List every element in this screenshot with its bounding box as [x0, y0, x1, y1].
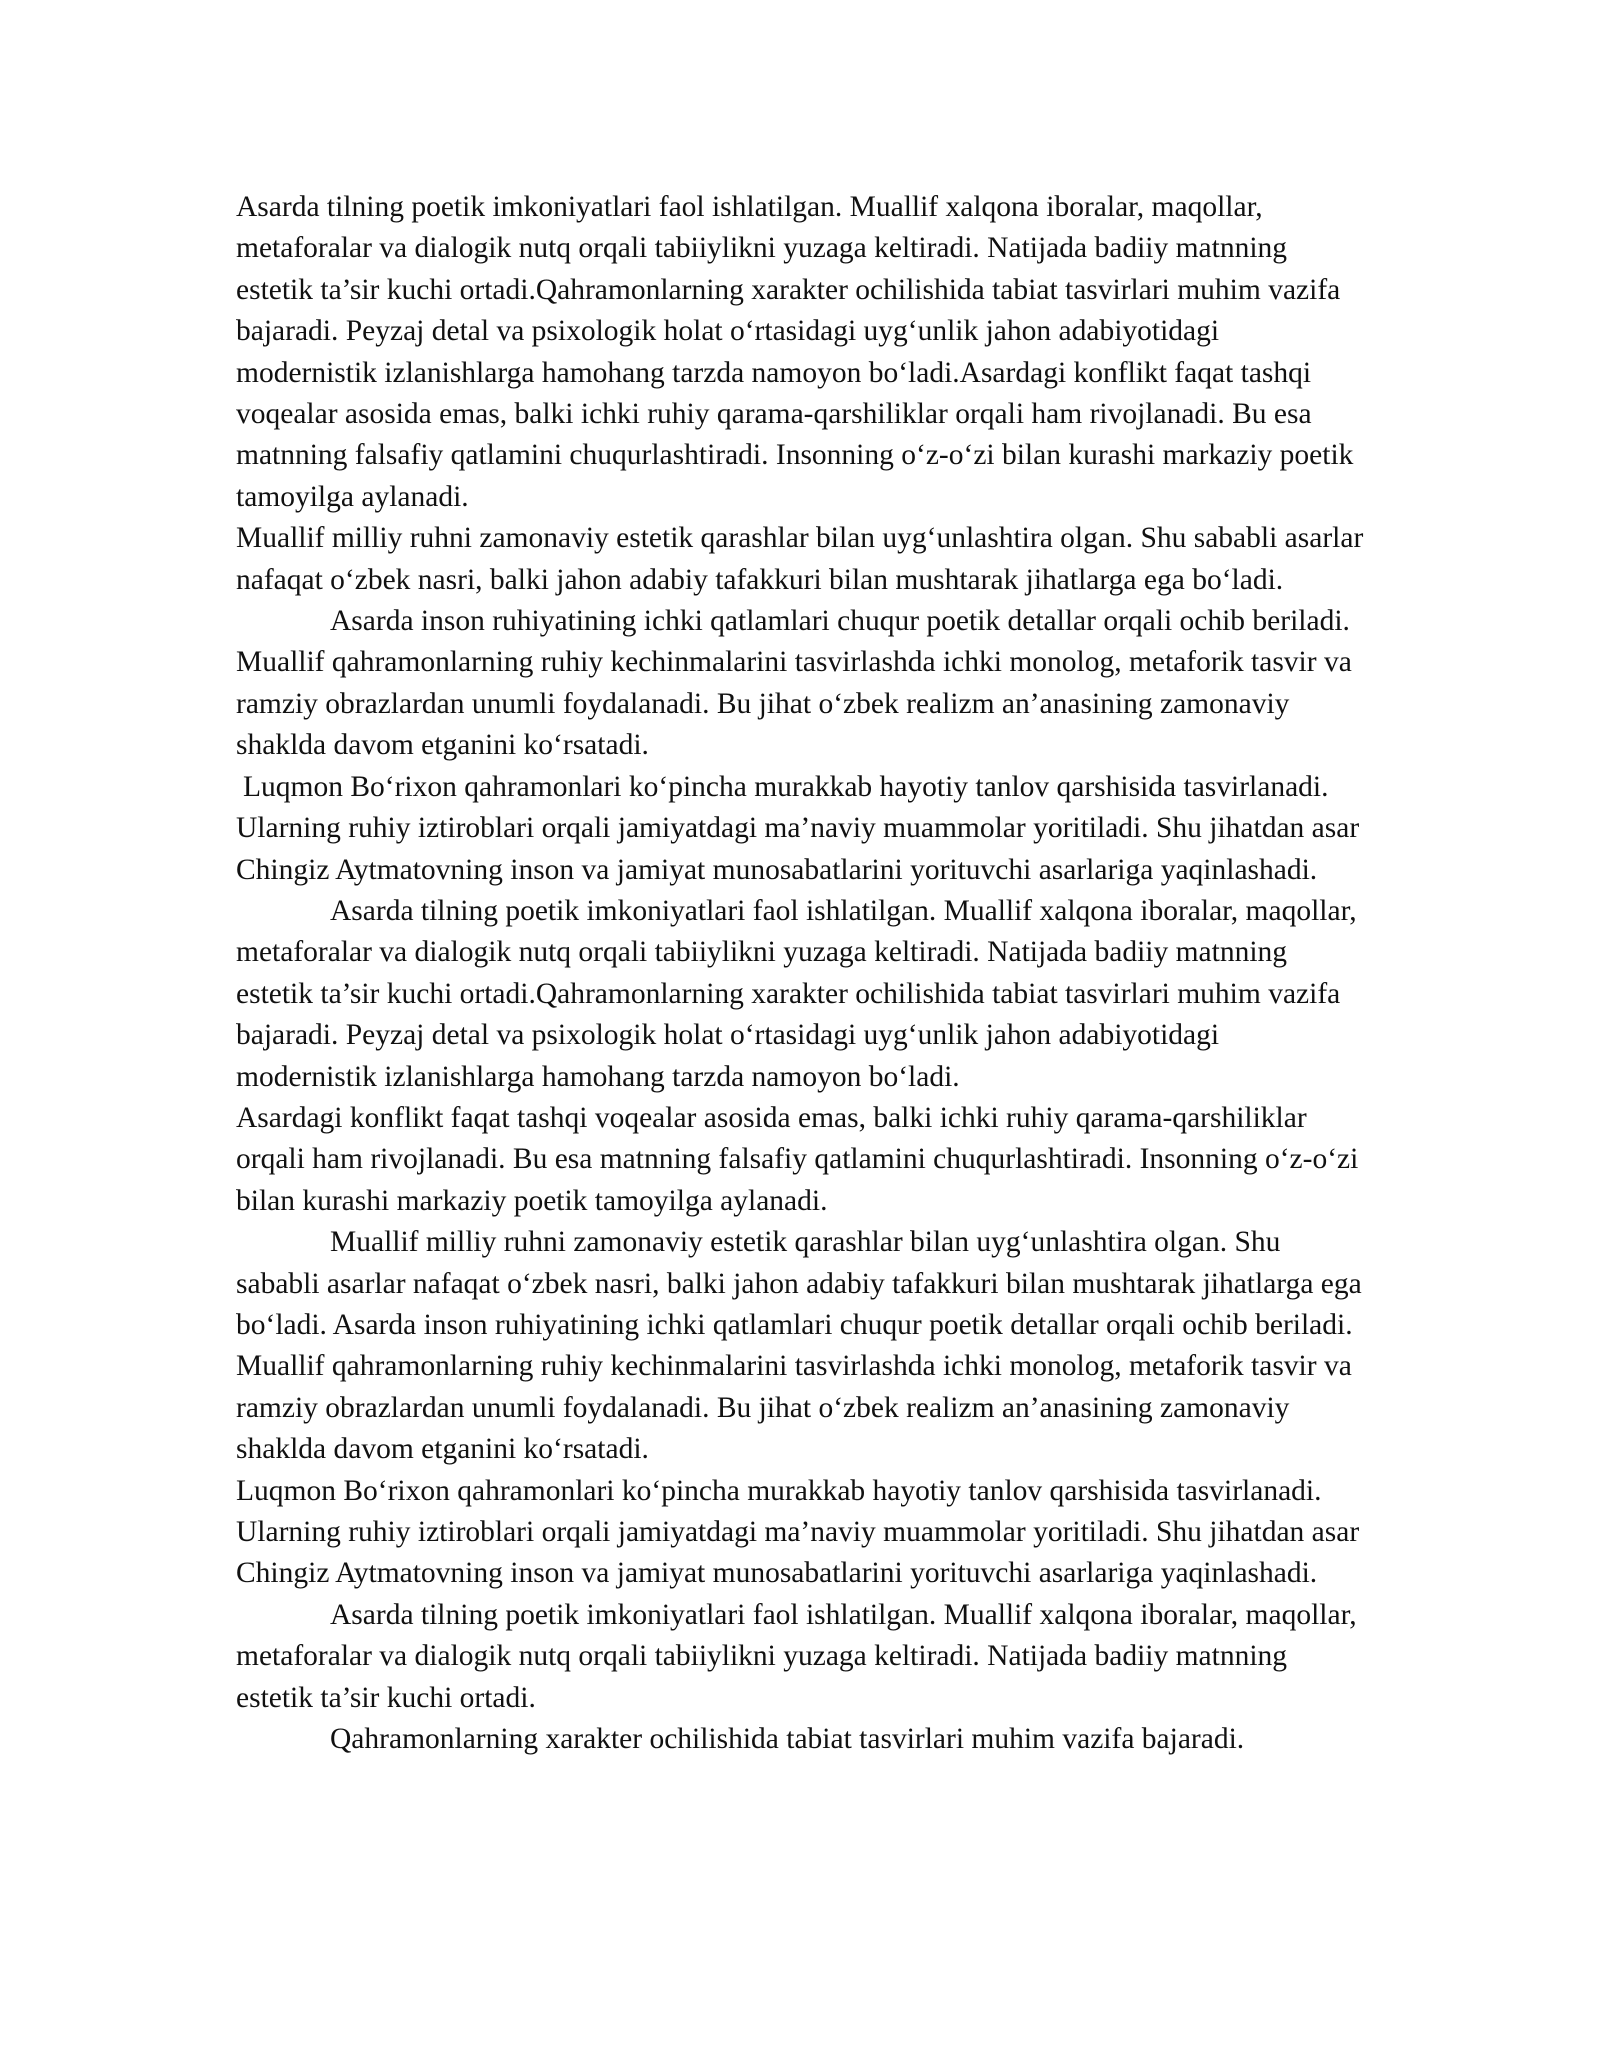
- paragraph-5: Asarda tilning poetik imkoniyatlari faol ishlatilgan. Muallif xalqona iboralar, maqollar, metaforalar va dialogik nutq orqali tabiiylikni yuzaga keltiradi. Natijada badiiy matnning estetik ta’sir kuchi ortadi.Qahramonlarning xarakter ochilishida tabiat tasvirlari muhim vazifa bajaradi. Peyzaj detal va psixologik holat oʻrtasidagi uygʻunlik jahon adabiyotidagi modernistik izlanishlarga hamohang tarzda namoyon boʻladi.: [236, 894, 1357, 1093]
- paragraph-1: Asarda tilning poetik imkoniyatlari faol ishlatilgan. Muallif xalqona iboralar, maqollar, metaforalar va dialogik nutq orqali tabiiylikni yuzaga keltiradi. Natijada badiiy matnning estetik ta’sir kuchi ortadi.Qahramonlarning xarakter ochilishida tabiat tasvirlari muhim vazifa bajaradi. Peyzaj detal va psixologik holat oʻrtasidagi uygʻunlik jahon adabiyotidagi modernistik izlanishlarga hamohang tarzda namoyon boʻladi.Asardagi konflikt faqat tashqi voqealar asosida emas, balki ichki ruhiy qarama-qarshiliklar orqali ham rivojlanadi. Bu esa matnning falsafiy qatlamini chuqurlashtiradi. Insonning oʻz-oʻzi bilan kurashi markaziy poetik tamoyilga aylanadi.: [236, 191, 1354, 513]
- paragraph-8: Luqmon Boʻrixon qahramonlari koʻpincha murakkab hayotiy tanlov qarshisida tasvirlanadi. Ularning ruhiy iztiroblari orqali jamiyatdagi ma’naviy muammolar yoritiladi. Shu jihatdan asar Chingiz Aytmatovning inson va jamiyat munosabatlarini yorituvchi asarlariga yaqinlashadi.: [236, 1474, 1360, 1590]
- paragraph-6: Asardagi konflikt faqat tashqi voqealar asosida emas, balki ichki ruhiy qarama-qarshiliklar orqali ham rivojlanadi. Bu esa matnning falsafiy qatlamini chuqurlashtiradi. Insonning oʻz-oʻzi bilan kurashi markaziy poetik tamoyilga aylanadi.: [236, 1101, 1359, 1217]
- paragraph-7: Muallif milliy ruhni zamonaviy estetik qarashlar bilan uygʻunlashtira olgan. Shu sababli asarlar nafaqat oʻzbek nasri, balki jahon adabiy tafakkuri bilan mushtarak jihatlarga ega boʻladi. Asarda inson ruhiyatining ichki qatlamlari chuqur poetik detallar orqali ochib beriladi. Muallif qahramonlarning ruhiy kechinmalarini tasvirlashda ichki monolog, metaforik tasvir va ramziy obrazlardan unumli foydalanadi. Bu jihat oʻzbek realizm an’anasining zamonaviy shaklda davom etganini koʻrsatadi.: [236, 1226, 1362, 1466]
- paragraph-10: Qahramonlarning xarakter ochilishida tabiat tasvirlari muhim vazifa bajaradi.: [330, 1723, 1245, 1756]
- paragraph-3: Asarda inson ruhiyatining ichki qatlamlari chuqur poetik detallar orqali ochib beriladi. Muallif qahramonlarning ruhiy kechinmalarini tasvirlashda ichki monolog, metaforik tasvir va ramziy obrazlardan unumli foydalanadi. Bu jihat oʻzbek realizm an’anasining zamonaviy shaklda davom etganini koʻrsatadi.: [236, 605, 1352, 762]
- paragraph-9: Asarda tilning poetik imkoniyatlari faol ishlatilgan. Muallif xalqona iboralar, maqollar, metaforalar va dialogik nutq orqali tabiiylikni yuzaga keltiradi. Natijada badiiy matnning estetik ta’sir kuchi ortadi.: [236, 1598, 1357, 1714]
- paragraph-2: Muallif milliy ruhni zamonaviy estetik qarashlar bilan uygʻunlashtira olgan. Shu sababli asarlar nafaqat oʻzbek nasri, balki jahon adabiy tafakkuri bilan mushtarak jihatlarga ega boʻladi.: [236, 522, 1364, 596]
- document-body: [236, 187, 1366, 1760]
- paragraph-4: Luqmon Boʻrixon qahramonlari koʻpincha murakkab hayotiy tanlov qarshisida tasvirlanadi. Ularning ruhiy iztiroblari orqali jamiyatdagi ma’naviy muammolar yoritiladi. Shu jihatdan asar Chingiz Aytmatovning inson va jamiyat munosabatlarini yorituvchi asarlariga yaqinlashadi.: [236, 770, 1360, 886]
